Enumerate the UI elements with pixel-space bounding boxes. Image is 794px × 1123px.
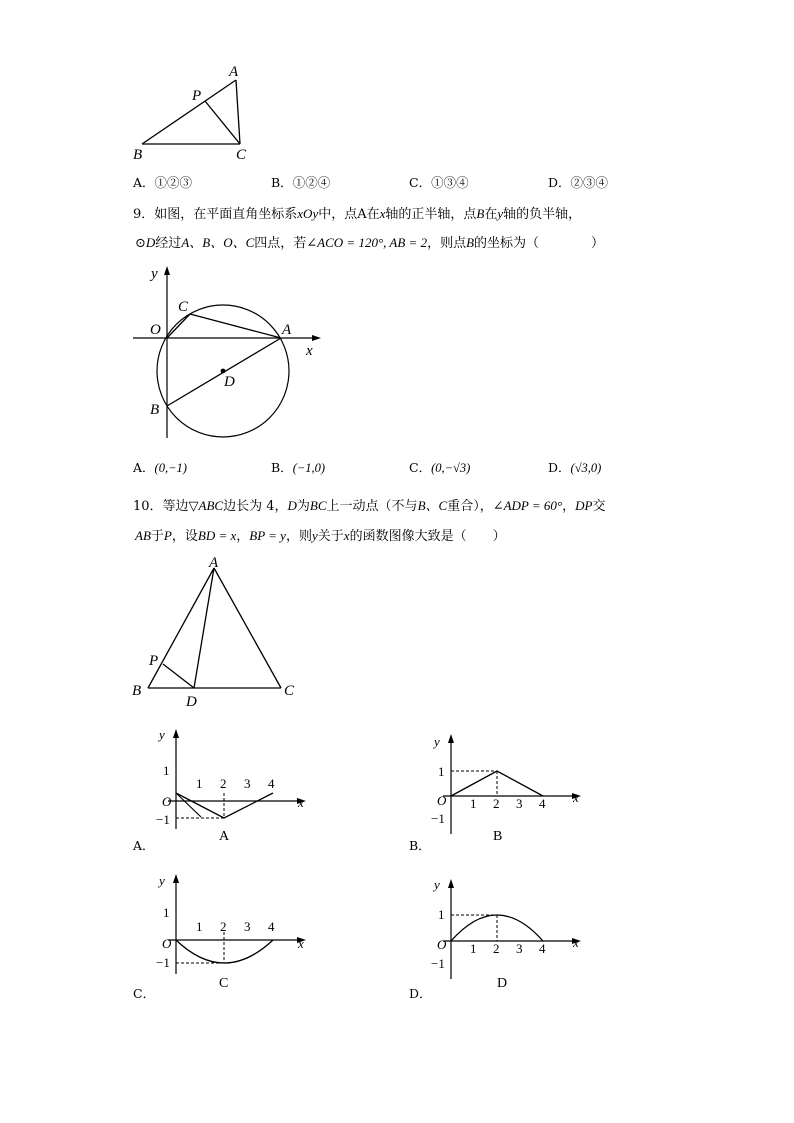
q10-graph-c-caption: C [219,976,229,991]
q10-label-p: P [149,653,159,669]
svg-text:y: y [159,727,165,742]
svg-text:O: O [162,936,172,951]
q10-graph-a [140,725,315,830]
q9-label-b: B [150,402,160,418]
svg-text:x: x [573,935,579,950]
q8-option-b[interactable]: B．①②④ [271,175,331,190]
svg-text:2: 2 [220,919,227,934]
svg-text:−1: −1 [431,956,445,971]
q8-label-a: A [229,64,239,80]
q8-option-d[interactable]: D．②③④ [548,175,609,190]
svg-text:y: y [434,877,440,892]
svg-text:1: 1 [196,919,203,934]
q10-graph-d [415,875,590,980]
svg-text:2: 2 [493,941,500,956]
q10-label-b: B [132,683,142,699]
q10-label-a: A [209,555,219,571]
q9-label-a: A [282,322,292,338]
q10-option-a[interactable]: A． [133,838,155,853]
svg-text:2: 2 [493,796,500,811]
svg-text:−1: −1 [156,812,170,827]
q8-option-c[interactable]: C．①③④ [409,175,469,190]
q9-label-d: D [224,374,235,390]
svg-text:x: x [298,936,304,951]
q9-label-o: O [150,322,161,338]
q8-label-b: B [133,147,143,163]
q8-label-c: C [236,147,247,163]
q9-circle-figure [125,262,325,442]
svg-text:3: 3 [244,919,251,934]
q8-option-a[interactable]: A．①②③ [133,175,193,190]
q9-question-line2: ⊙D经过A、B、O、C四点，若∠ACO = 120°, AB = 2，则点B的坐标为（ ） [135,235,605,251]
q10-label-d: D [186,694,197,710]
svg-text:1: 1 [470,796,477,811]
q10-graph-d-caption: D [497,976,508,991]
q8-triangle-figure [125,60,265,166]
q10-option-b[interactable]: B． [409,838,431,853]
svg-text:4: 4 [268,776,275,791]
svg-text:3: 3 [516,796,523,811]
svg-text:−1: −1 [431,811,445,826]
q10-graph-a-caption: A [219,829,230,844]
q9-label-c: C [178,299,189,315]
q10-option-c[interactable]: C． [133,986,156,1001]
q8-label-p: P [192,88,202,104]
q9-question-line1: 9．如图，在平面直角坐标系xOy中，点A在x轴的正半轴，点B在y轴的负半轴， [133,206,582,222]
svg-text:O: O [437,793,447,808]
q10-question-line1: 10．等边▽ABC边长为 4，D为BC上一动点（不与B、C重合），∠ADP = 60°，DP交 [133,498,606,514]
q10-question-line2: AB于P，设BD = x，BP = y，则y关于x的函数图像大致是（ ） [135,528,506,544]
svg-text:1: 1 [470,941,477,956]
q10-option-d[interactable]: D． [409,986,432,1001]
q9-label-y: y [151,266,158,282]
q10-graph-b [415,730,590,835]
svg-text:2: 2 [220,776,227,791]
q10-triangle-figure [125,553,310,713]
q9-option-d[interactable]: D．(√3,0) [548,460,602,475]
q10-graph-b-caption: B [493,829,503,844]
svg-text:x: x [298,795,304,810]
svg-text:1: 1 [196,776,203,791]
svg-text:1: 1 [163,763,170,778]
svg-text:1: 1 [163,905,170,920]
svg-text:−1: −1 [156,955,170,970]
svg-text:1: 1 [438,907,445,922]
svg-text:3: 3 [244,776,251,791]
q10-graph-c [140,870,315,975]
q9-option-c[interactable]: C．(0,−√3) [409,460,471,475]
svg-text:y: y [159,873,165,888]
svg-text:4: 4 [539,941,546,956]
svg-text:3: 3 [516,941,523,956]
svg-text:x: x [573,790,579,805]
svg-text:4: 4 [539,796,546,811]
svg-text:O: O [437,937,447,952]
svg-text:O: O [162,794,172,809]
q9-label-x: x [306,343,313,359]
svg-text:y: y [434,734,440,749]
q10-label-c: C [284,683,295,699]
svg-text:4: 4 [268,919,275,934]
svg-text:1: 1 [438,764,445,779]
q9-option-b[interactable]: B．(−1,0) [271,460,326,475]
q9-option-a[interactable]: A．(0,−1) [133,460,187,475]
